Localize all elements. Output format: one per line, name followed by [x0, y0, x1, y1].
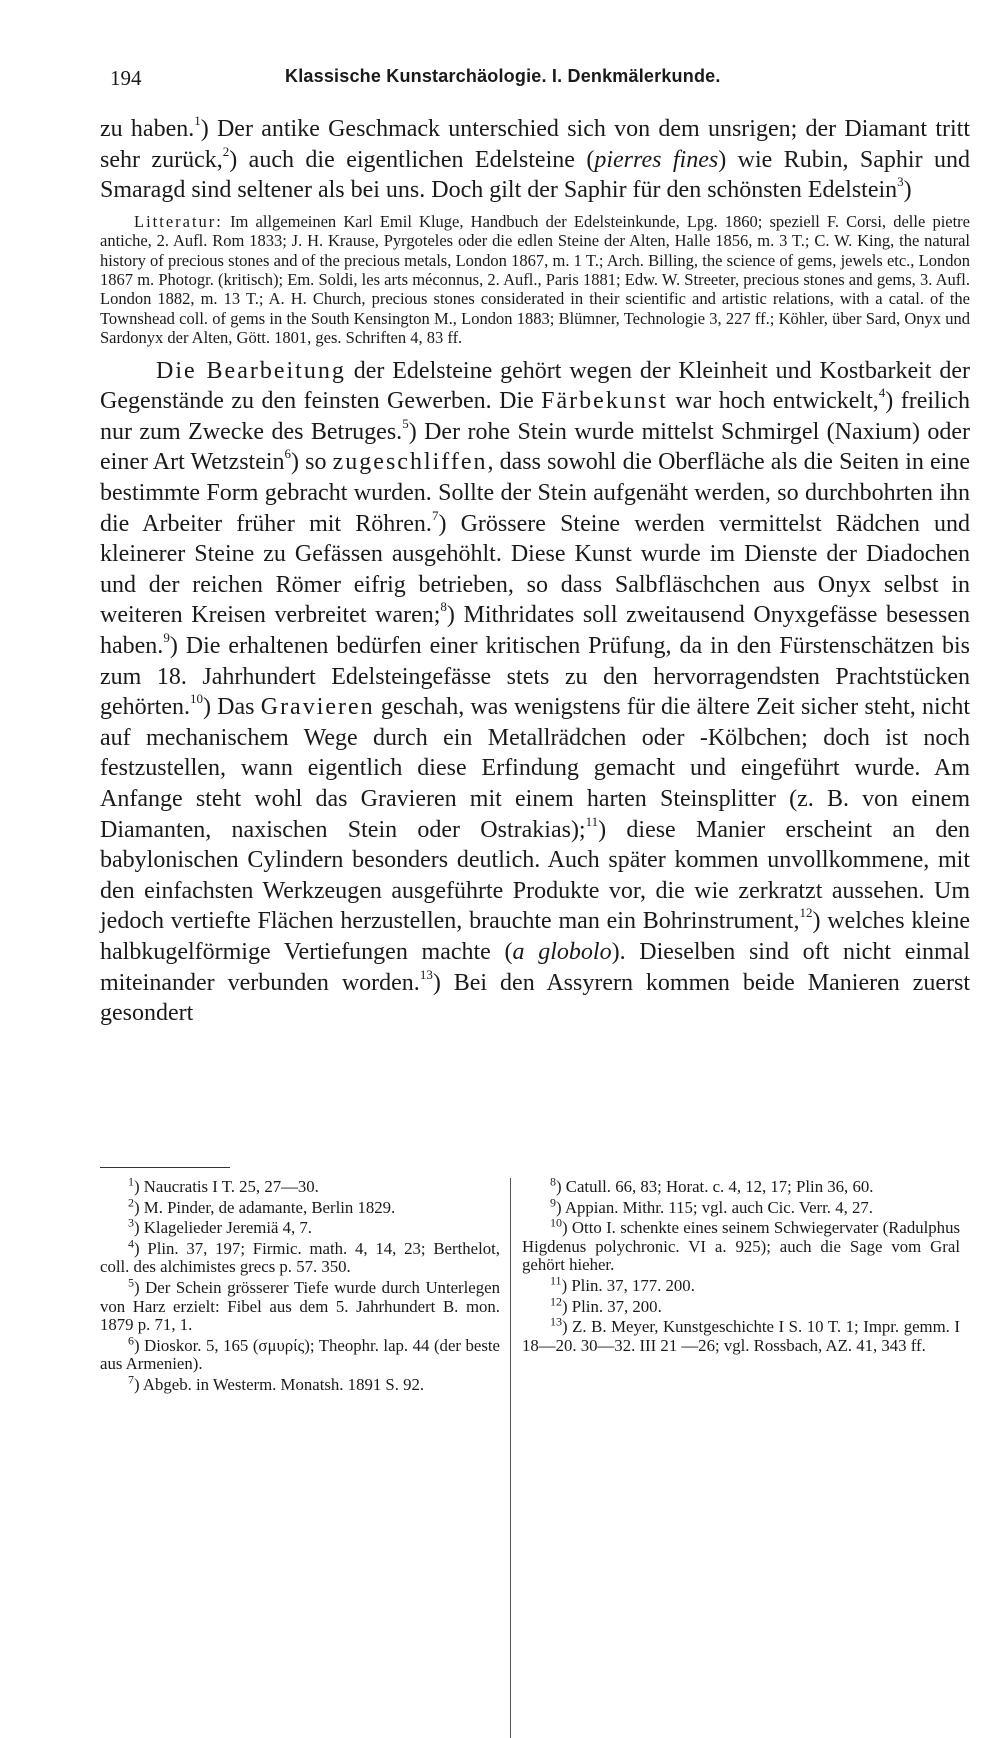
- footnote-9: $^9$) Appian. Mithr. 115; vgl. auch Cic. Verr. 4, 27.: [550, 1195, 873, 1217]
- term-gravieren: Gravieren: [260, 694, 375, 721]
- intro-text-3: ) wie Rubin, Saphir und Smaragd sind seltener als bei uns. Doch gilt der Saphir für den schönsten Edelstein: [100, 146, 971, 204]
- term-a-globolo: a globolo: [512, 938, 612, 965]
- intro-text-4: ): [903, 177, 912, 204]
- footnote-column-divider: [510, 1178, 511, 1738]
- footnote-6: $^6$) Dioskor. 5, 165 (σμυρίς); Theophr. lap. 44 (der beste aus Armenien).: [100, 1333, 500, 1374]
- intro-text-start: zu haben.: [100, 116, 195, 142]
- intro-text-2: ) auch die eigentlichen Edelsteine (: [229, 146, 595, 173]
- footnote-11: $^{11}$) Plin. 37, 177. 200.: [550, 1273, 695, 1295]
- footnote-13: $^{13}$) Z. B. Meyer, Kunstgeschichte I S. 10 T. 1; Impr. gemm. I 18—20. 30—32. III 21 —26; vgl. Rossbach, AZ. 41, 343 ff.: [522, 1314, 960, 1355]
- footnote-ref-1: 1: [194, 113, 201, 128]
- footnote-7: $^7$) Abgeb. in Westerm. Monatsh. 1891 S. 92.: [128, 1372, 425, 1394]
- footnote-10: $^{10}$) Otto I. schenkte eines seinem Schwiegervater (Radulphus Higdenus polychronic. VI a. 925); auch die Sage vom Gral gehört hieher.: [522, 1215, 960, 1275]
- footnote-2: $^2$) M. Pinder, de adamante, Berlin 1829.: [128, 1195, 396, 1217]
- term-zugeschliffen: zugeschliffen: [332, 449, 488, 476]
- page: [100, 60, 970, 1029]
- literature-block: [100, 212, 970, 348]
- footnote-1: $^1$) Naucratis I T. 25, 27—30.: [128, 1174, 319, 1196]
- footnote-12: $^{12}$) Plin. 37, 200.: [550, 1293, 662, 1316]
- footnotes-left-column: [100, 1174, 500, 1397]
- intro-text-1: ) Der antike Geschmack unterschied sich von dem unsrigen; der Diamant tritt sehr zurück,: [100, 116, 970, 173]
- footnote-ref-11: 11: [585, 813, 599, 829]
- literature-text: Im allgemeinen Karl Emil Kluge, Handbuch der Edelsteinkunde, Lpg. 1860; speziell F. Corsi, delle pietre antiche, 2. Aufl. Rom 1833; J. H. Krause, Pyrgoteles oder die edlen Steine der Alten, Halle 1856, m. 3 T.; C. W. King, the natural history of precious stones and of the precious metals, London 1867, m. 1 T.; Arch. Billing, the science of gems, jewels etc., London 1867 m. Photogr. (kritisch); Em. Soldi, les arts méconnus, 2. Aufl., Paris 1881; Edw. W. Streeter, precious stones and gems, 3. Aufl. London 1882, m. 13 T.; A. H. Church, precious stones considerated in their scientific and artistic relations, with a catal. of the Townshead coll. of gems in the South Kensington M., London 1883; Blümner, Technologie 3, 227 ff.; Köhler, über Sard, Onyx und Sardonyx der Alten, Gött. 1801, ges. Schriften 4, 83 ff.: [100, 211, 970, 348]
- footnote-ref-13: 13: [419, 966, 433, 982]
- term-bearbeitung: Die Bearbeitung: [156, 357, 346, 384]
- footnote-ref-5: 5: [402, 415, 409, 431]
- literature-label: Litteratur:: [134, 211, 223, 231]
- footnote-ref-8: 8: [440, 599, 447, 615]
- body-text: [100, 114, 970, 1029]
- footnote-ref-9: 9: [163, 629, 170, 645]
- intro-paragraph: [100, 114, 970, 206]
- footnote-ref-4: 4: [878, 385, 886, 401]
- footnote-8: $^8$) Catull. 66, 83; Horat. c. 4, 12, 17; Plin 36, 60.: [550, 1174, 874, 1196]
- term-faerbekunst: Färbekunst: [541, 388, 668, 415]
- footnote-5: $^5$) Der Schein grösserer Tiefe wurde durch Unterlegen von Harz erzielt: Fibel aus dem 5. Jahrhundert B. mon. 1879 p. 71, 1.: [100, 1275, 500, 1335]
- footnote-4: $^4$) Plin. 37, 197; Firmic. math. 4, 14, 23; Berthelot, coll. des alchimistes grecs p. 57. 350.: [100, 1236, 500, 1277]
- page-number: 194: [110, 66, 142, 90]
- footnote-3: $^3$) Klagelieder Jeremiä 4, 7.: [128, 1215, 312, 1238]
- pierres-fines: pierres fines: [594, 146, 719, 173]
- footnote-ref-6: 6: [284, 446, 292, 462]
- footnote-ref-10: 10: [189, 691, 203, 707]
- footnote-ref-7: 7: [431, 507, 439, 523]
- footnote-ref-2: 2: [222, 143, 230, 159]
- running-head: [100, 60, 970, 94]
- footnote-ref-3: 3: [897, 174, 904, 190]
- footnote-rule: [100, 1167, 230, 1168]
- footnote-ref-12: 12: [799, 905, 813, 921]
- main-paragraph: Die Bearbeitung der Edelsteine gehört wegen der Kleinheit und Kostbarkeit der Gegenstände zu den feinsten Gewerben. Die Färbekunst war hoch entwickelt,$^4$) freilich nur zum Zwecke des Betruges.$^5$) Der rohe Stein wurde mittelst Schmirgel (Naxium) oder einer Art Wetzstein$^6$) so zugeschliffen, dass sowohl die Oberfläche als die Seiten in eine bestimmte Form gebracht wurden. Sollte der Stein aufgenäht werden, so durchbohrten ihn die Arbeiter früher mit Röhren.$^7$) Grössere Steine werden vermittelst Rädchen und kleinerer Steine zu Gefässen ausgehöhlt. Diese Kunst wurde im Dienste der Diadochen und der reichen Römer eifrig betrieben, so dass Salbfläschchen aus Onyx selbst in weiteren Kreisen verbreitet waren;$^8$) Mithridates soll zweitausend Onyxgefässe besessen haben.$^9$) Die erhaltenen bedürfen einer kritischen Prüfung, da in den Fürstenschätzen bis zum 18. Jahrhundert Edelsteingefässe stets zu den hervorragendsten Prachtstücken gehörten.$^{10}$) Das Gravieren geschah, was wenigstens für die ältere Zeit sicher steht, nicht auf mechanischem Wege durch ein Metallrädchen oder -Kölbchen; doch ist noch festzustellen, wann eigentlich diese Erfindung gemacht und eingeführt wurde. Am Anfange steht wohl das Gravieren mit einem harten Steinsplitter (z. B. von einem Diamanten, naxischen Stein oder Ostrakias);$^{11}$) diese Manier erscheint an den babylonischen Cylindern besonders deutlich. Auch später kommen unvollkommene, mit den einfachsten Werkzeugen ausgeführte Produkte vor, die wie zerkratzt aussehen. Um jedoch vertiefte Flächen herzustellen, brauchte man ein Bohrinstrument,$^{12}$) welches kleine halbkugelförmige Vertiefungen machte (a globolo). Dieselben sind oft nicht einmal miteinander verbunden worden.$^{13}$) Bei den Assyrern kommen beide Manieren zuerst gesondert: [100, 357, 971, 1027]
- footnotes-right-column: [522, 1174, 960, 1357]
- running-title: Klassische Kunstarchäologie. I. Denkmälerkunde.: [285, 66, 721, 86]
